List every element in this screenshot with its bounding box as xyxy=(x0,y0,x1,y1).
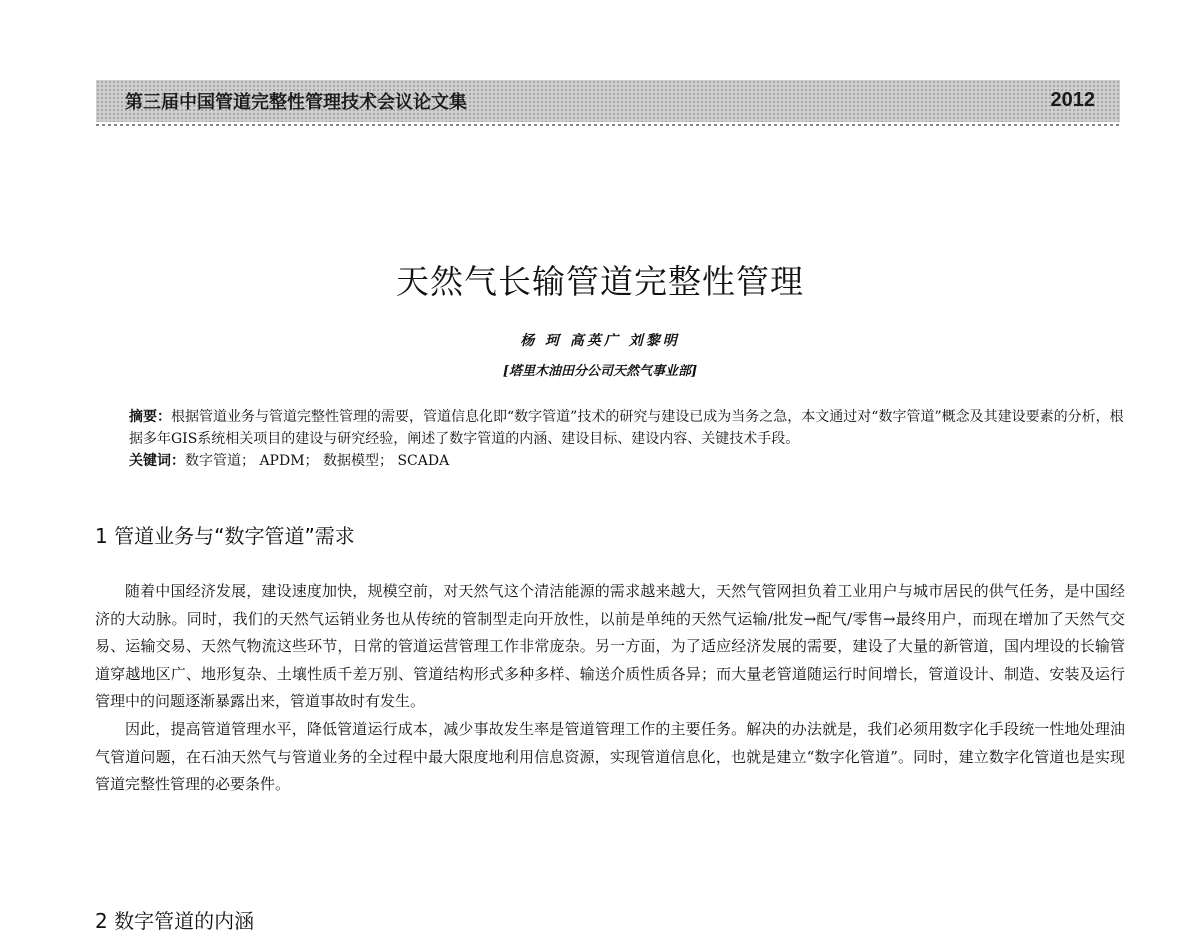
abstract-text: 根据管道业务与管道完整性管理的需要，管道信息化即“数字管道”技术的研究与建设已成为当务之急，本文通过对“数字管道”概念及其建设要素的分析，根据多年GIS系统相关项目的建设与研究经验，阐述了数字管道的内涵、建设目标、建设内容、关键技术手段。 xyxy=(129,409,1124,447)
keywords-label: 关键词： xyxy=(129,453,185,469)
keywords-line xyxy=(95,450,1125,472)
header-rule xyxy=(96,124,1120,126)
abstract-label: 摘要： xyxy=(129,409,171,425)
paper-authors: 杨 珂 高英广 刘黎明 xyxy=(520,333,680,349)
body-paragraph-2: 因此，提高管道管理水平，降低管道运行成本，减少事故发生率是管道管理工作的主要任务。解决的办法就是，我们必须用数字化手段统一性地处理油气管道问题，在石油天然气与管道业务的全过程中最大限度地利用信息资源，实现管道信息化，也就是建立“数字化管道”。同时，建立数字化管道也是实现管道完整性管理的必要条件。 xyxy=(95,719,1125,794)
abstract-paragraph xyxy=(95,406,1125,450)
section-2-heading: 2 数字管道的内涵 xyxy=(95,909,255,933)
keywords-text: 数字管道； APDM； 数据模型； SCADA xyxy=(185,453,450,469)
abstract-block xyxy=(95,406,1125,472)
paper-title: 天然气长输管道完整性管理 xyxy=(396,262,804,301)
running-header-year: 2012 xyxy=(1050,89,1095,111)
section-1-heading: 1 管道业务与“数字管道”需求 xyxy=(95,524,355,548)
paper-affiliation: [塔里木油田分公司天然气事业部] xyxy=(502,364,698,379)
section-1-body xyxy=(95,578,1125,799)
running-header-conference: 第三届中国管道完整性管理技术会议论文集 xyxy=(125,92,467,113)
body-paragraph-1: 随着中国经济发展，建设速度加快，规模空前，对天然气这个清洁能源的需求越来越大，天然气管网担负着工业用户与城市居民的供气任务，是中国经济的大动脉。同时，我们的天然气运销业务也从传统的管制型走向开放性，以前是单纯的天然气运输/批发→配气/零售→最终用户，而现在增加了天然气交易、运输交易、天然气物流这些环节，日常的管道运营管理工作非常庞杂。另一方面，为了适应经济发展的需要，建设了大量的新管道，国内埋设的长输管道穿越地区广、地形复杂、土壤性质千差万别、管道结构形式多种多样、输送介质性质各异；而大量老管道随运行时间增长，管道设计、制造、安装及运行管理中的问题逐渐暴露出来，管道事故时有发生。 xyxy=(95,582,1125,711)
